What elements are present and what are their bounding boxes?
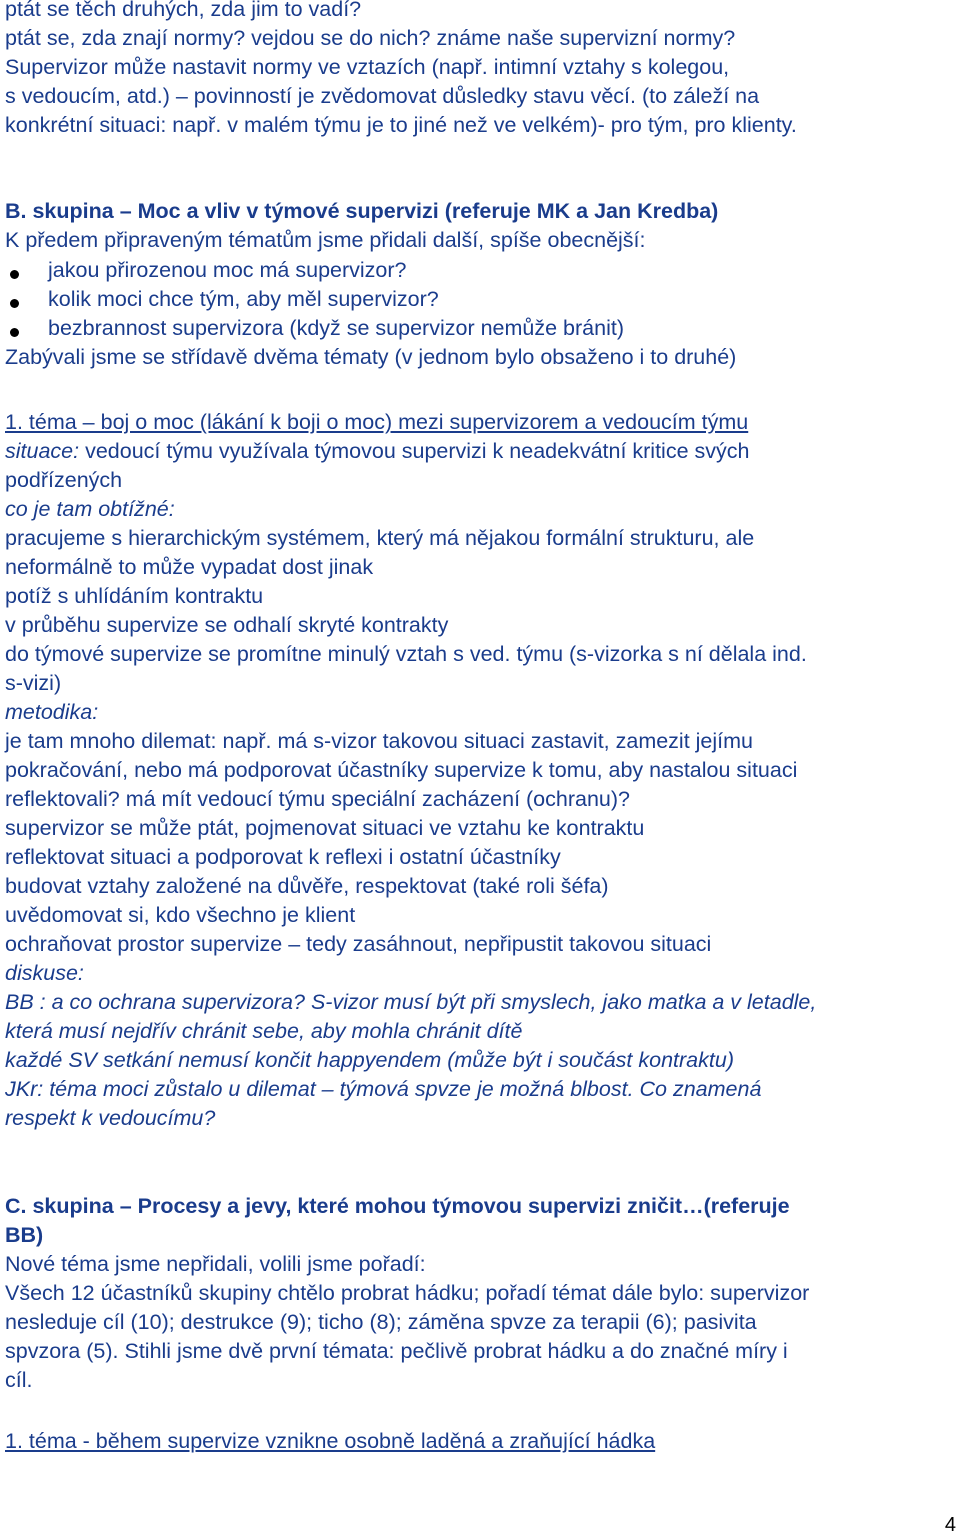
discussion-line: každé SV setkání nemusí končit happyendem (může být i součást kontraktu) <box>5 1048 734 1072</box>
section-c-heading: C. skupina – Procesy a jevy, které mohou týmovou supervizi zničit…(referuje <box>5 1194 790 1218</box>
method-label: metodika: <box>5 700 99 724</box>
method-line: pokračování, nebo má podporovat účastníky supervize k tomu, aby nastalou situaci <box>5 758 798 782</box>
section-c-line: nesleduje cíl (10); destrukce (9); ticho (8); záměna spvze za terapii (6); pasivita <box>5 1310 757 1334</box>
section-c-line: Nové téma jsme nepřidali, volili jsme pořadí: <box>5 1252 426 1276</box>
method-line: reflektovat situaci a podporovat k reflexi i ostatní účastníky <box>5 845 561 869</box>
difficult-label: co je tam obtížné: <box>5 497 175 521</box>
section-c-line: Všech 12 účastníků skupiny chtělo probrat hádku; pořadí témat dále bylo: supervizor <box>5 1281 810 1305</box>
discussion-line: JKr: téma moci zůstalo u dilemat – týmová spvze je možná blbost. Co znamená <box>5 1077 762 1101</box>
section-c-line: cíl. <box>5 1368 33 1392</box>
intro-line: ptát se, zda znají normy? vejdou se do nich? známe naše supervizní normy? <box>5 26 736 50</box>
discussion-line: respekt k vedoucímu? <box>5 1106 216 1130</box>
bullet-icon <box>10 299 19 308</box>
section-b-heading: B. skupina – Moc a vliv v týmové supervizi (referuje MK a Jan Kredba) <box>5 199 719 223</box>
method-line: budovat vztahy založené na důvěře, respektovat (také roli šéfa) <box>5 874 609 898</box>
situation-label: situace: <box>5 439 80 463</box>
discussion-line: BB : a co ochrana supervizora? S-vizor musí být při smyslech, jako matka a v letadle, <box>5 990 817 1014</box>
discussion-label: diskuse: <box>5 961 84 985</box>
section-c-topic-title: 1. téma - během supervize vznikne osobně laděná a zraňující hádka <box>5 1429 656 1453</box>
bullet-item: bezbrannost supervizora (když se supervizor nemůže bránit) <box>48 316 624 340</box>
bullet-item: kolik moci chce tým, aby měl supervizor? <box>48 287 439 311</box>
difficult-line: pracujeme s hierarchickým systémem, který má nějakou formální strukturu, ale <box>5 526 755 550</box>
section-c-line: spvzora (5). Stihli jsme dvě první témata: pečlivě probrat hádku a do značné míry i <box>5 1339 788 1363</box>
method-line: reflektovali? má mít vedoucí týmu speciální zacházení (ochranu)? <box>5 787 630 811</box>
difficult-line: v průběhu supervize se odhalí skryté kontrakty <box>5 613 449 637</box>
difficult-line: potíž s uhlídáním kontraktu <box>5 584 264 608</box>
method-line: uvědomovat si, kdo všechno je klient <box>5 903 356 927</box>
difficult-line: neformálně to může vypadat dost jinak <box>5 555 374 579</box>
section-b-topic-title: 1. téma – boj o moc (lákání k boji o moc) mezi supervizorem a vedoucím týmu <box>5 410 749 434</box>
situation-text-cont: podřízených <box>5 468 123 492</box>
page-number: 4 <box>944 1514 956 1536</box>
bullet-item: jakou přirozenou moc má supervizor? <box>48 258 407 282</box>
intro-line: s vedoucím, atd.) – povinností je zvědomovat důsledky stavu věcí. (to záleží na <box>5 84 760 108</box>
intro-line: konkrétní situaci: např. v malém týmu je to jiné než ve velkém)- pro tým, pro klienty. <box>5 113 797 137</box>
difficult-line: do týmové supervize se promítne minulý vztah s ved. týmu (s-vizorka s ní dělala ind. <box>5 642 807 666</box>
method-line: supervizor se může ptát, pojmenovat situaci ve vztahu ke kontraktu <box>5 816 645 840</box>
method-line: je tam mnoho dilemat: např. má s-vizor takovou situaci zastavit, zamezit jejímu <box>5 729 754 753</box>
section-c-heading-cont: BB) <box>5 1223 44 1247</box>
discussion-line: která musí nejdřív chránit sebe, aby mohla chránit dítě <box>5 1019 523 1043</box>
situation-text: vedoucí týmu využívala týmovou supervizi k neadekvátní kritice svých <box>79 439 750 463</box>
section-b-intro: K předem připraveným tématům jsme přidali další, spíše obecnější: <box>5 228 646 252</box>
bullet-icon <box>10 270 19 279</box>
method-line: ochraňovat prostor supervize – tedy zasáhnout, nepřipustit takovou situaci <box>5 932 712 956</box>
situation-line <box>5 437 749 466</box>
section-b-after-bullets: Zabývali jsme se střídavě dvěma tématy (v jednom bylo obsaženo i to druhé) <box>5 345 737 369</box>
bullet-icon <box>10 328 19 337</box>
intro-line: Supervizor může nastavit normy ve vztazích (např. intimní vztahy s kolegou, <box>5 55 730 79</box>
difficult-line: s-vizi) <box>5 671 62 695</box>
intro-line: ptát se těch druhých, zda jim to vadí? <box>5 0 362 21</box>
